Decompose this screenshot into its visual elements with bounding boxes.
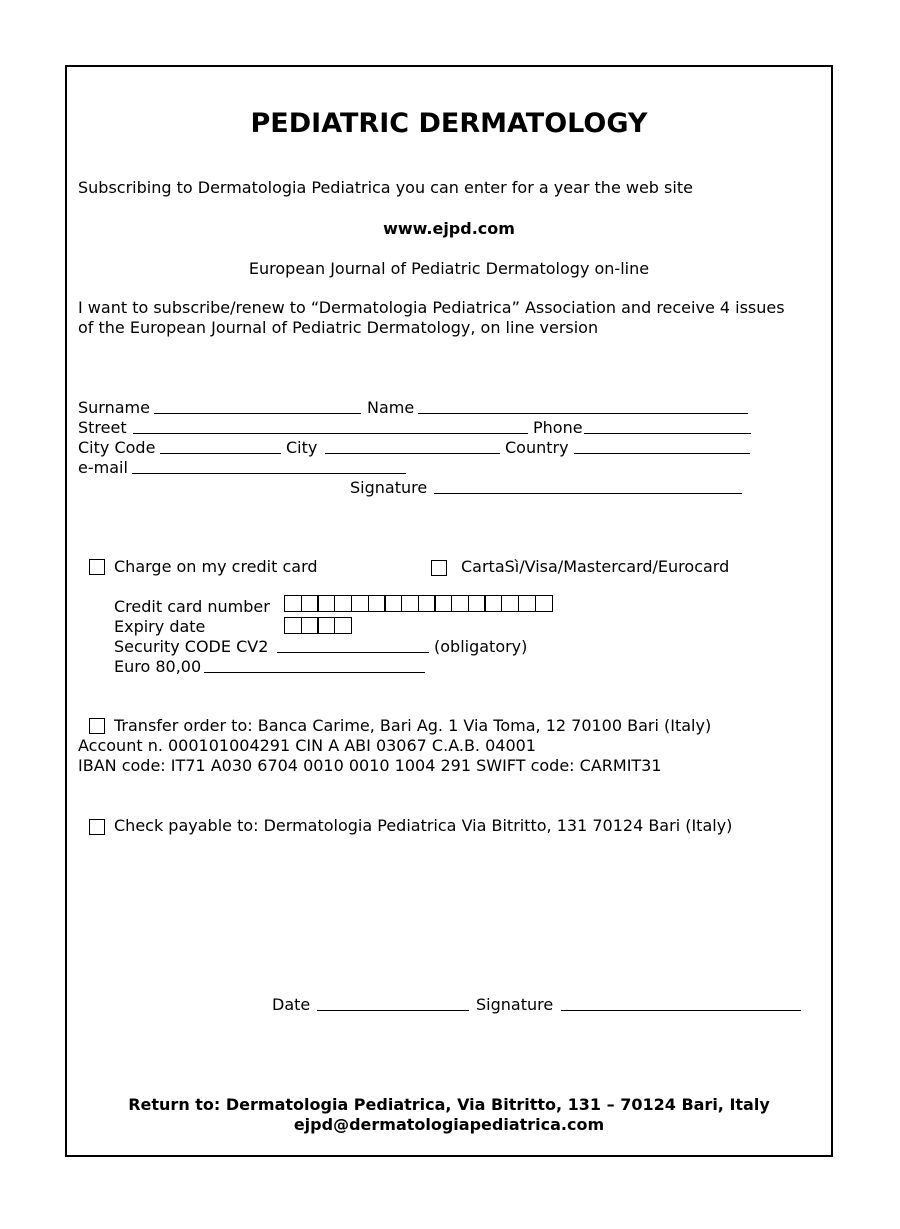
phone-label: Phone bbox=[533, 418, 583, 437]
city-code-label: City Code bbox=[78, 438, 156, 457]
email-label: e-mail bbox=[78, 458, 128, 477]
obligatory-note: (obligatory) bbox=[434, 637, 528, 656]
name-field[interactable] bbox=[418, 413, 748, 414]
signature-label: Signature bbox=[350, 478, 428, 497]
street-label: Street bbox=[78, 418, 127, 437]
country-label: Country bbox=[505, 438, 569, 457]
date-field[interactable] bbox=[317, 1010, 469, 1011]
date-label: Date bbox=[272, 995, 311, 1014]
intro-text: Subscribing to Dermatologia Pediatrica you can enter for a year the web site bbox=[78, 178, 693, 197]
card-number-label: Credit card number bbox=[114, 597, 270, 616]
page-title: PEDIATRIC DERMATOLOGY bbox=[250, 108, 648, 139]
surname-field[interactable] bbox=[154, 413, 361, 414]
return-address: Return to: Dermatologia Pediatrica, Via Bitritto, 131 – 70124 Bari, Italy bbox=[128, 1095, 770, 1114]
website-link[interactable]: www.ejpd.com bbox=[383, 219, 515, 238]
card-types-label: CartaSì/Visa/Mastercard/Eurocard bbox=[461, 557, 730, 576]
name-label: Name bbox=[367, 398, 415, 417]
subscribe-text-line-2: of the European Journal of Pediatric Dermatology, on line version bbox=[78, 318, 599, 337]
expiry-date-boxes[interactable] bbox=[284, 617, 351, 634]
subscribe-text-line-1: I want to subscribe/renew to “Dermatologia Pediatrica” Association and receive 4 issues bbox=[78, 298, 785, 317]
surname-label: Surname bbox=[78, 398, 150, 417]
city-label: City bbox=[286, 438, 318, 457]
amount-field[interactable] bbox=[204, 672, 425, 673]
transfer-text: Transfer order to: Banca Carime, Bari Ag. 1 Via Toma, 12 70100 Bari (Italy) bbox=[114, 716, 712, 735]
street-field[interactable] bbox=[133, 433, 528, 434]
iban-text: IBAN code: IT71 A030 6704 0010 0010 1004 291 SWIFT code: CARMIT31 bbox=[78, 756, 662, 775]
transfer-checkbox[interactable] bbox=[89, 718, 105, 734]
footer-signature-label: Signature bbox=[476, 995, 554, 1014]
city-field[interactable] bbox=[325, 453, 500, 454]
security-code-field[interactable] bbox=[277, 652, 429, 653]
country-field[interactable] bbox=[574, 453, 750, 454]
city-code-field[interactable] bbox=[160, 453, 281, 454]
footer-signature-field[interactable] bbox=[561, 1010, 801, 1011]
account-text: Account n. 000101004291 CIN A ABI 03067 C.A.B. 04001 bbox=[78, 736, 536, 755]
card-number-boxes[interactable] bbox=[284, 595, 551, 612]
contact-email[interactable]: ejpd@dermatologiapediatrica.com bbox=[293, 1115, 605, 1134]
check-checkbox[interactable] bbox=[89, 819, 105, 835]
check-text: Check payable to: Dermatologia Pediatrica Via Bitritto, 131 70124 Bari (Italy) bbox=[114, 816, 733, 835]
card-types-checkbox[interactable] bbox=[431, 560, 447, 576]
phone-field[interactable] bbox=[584, 433, 751, 434]
signature-field[interactable] bbox=[434, 493, 742, 494]
email-field[interactable] bbox=[132, 473, 406, 474]
journal-online-text: European Journal of Pediatric Dermatology on-line bbox=[248, 259, 650, 278]
credit-card-label: Charge on my credit card bbox=[114, 557, 318, 576]
security-code-label: Security CODE CV2 bbox=[114, 637, 269, 656]
credit-card-checkbox[interactable] bbox=[89, 559, 105, 575]
amount-label: Euro 80,00 bbox=[114, 657, 202, 676]
expiry-label: Expiry date bbox=[114, 617, 206, 636]
